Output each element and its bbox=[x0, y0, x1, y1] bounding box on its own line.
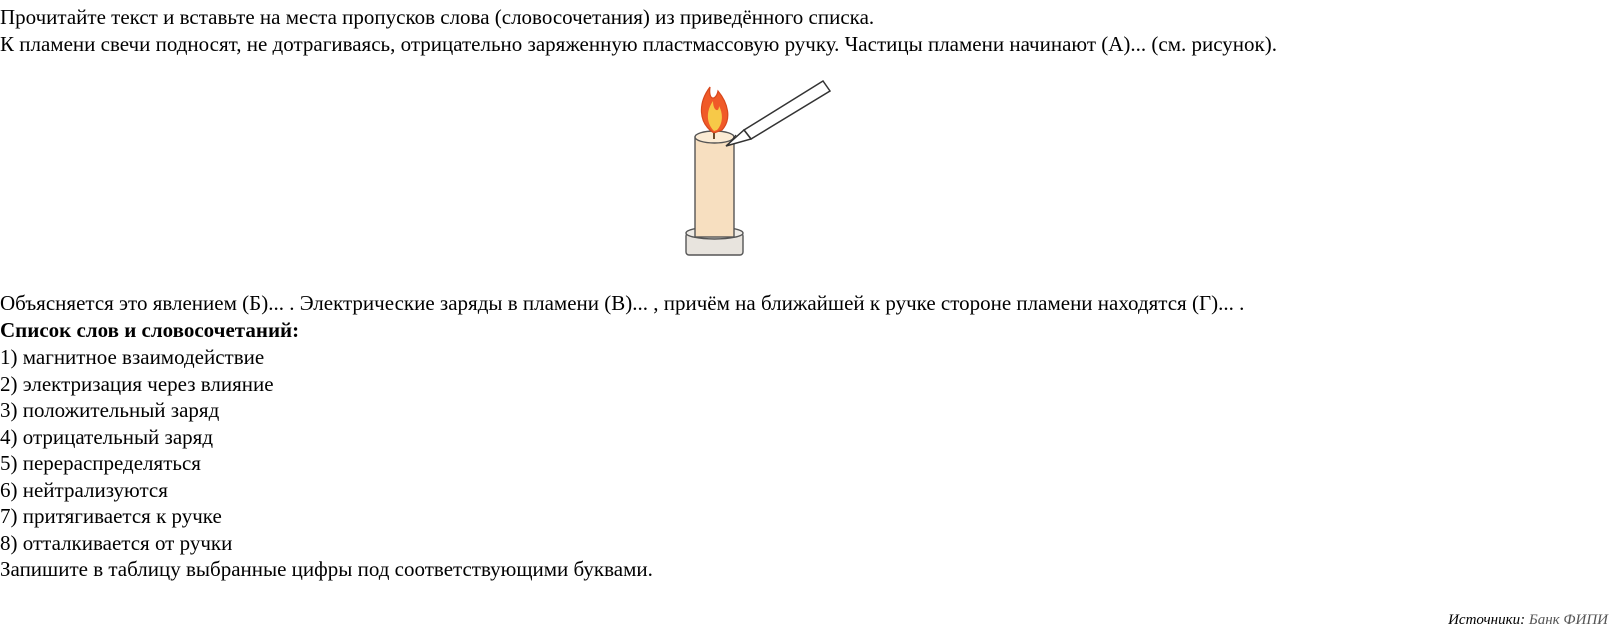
list-item: 1) магнитное взаимодействие bbox=[0, 345, 265, 369]
list-item: 3) положительный заряд bbox=[0, 398, 220, 422]
candle-body-icon bbox=[695, 131, 734, 237]
list-item: 8) отталкивается от ручки bbox=[0, 530, 233, 555]
candle-illustration bbox=[640, 75, 900, 275]
plastic-pen-icon bbox=[726, 81, 830, 146]
list-item: 4) отрицательный заряд bbox=[0, 424, 214, 449]
instruction-text: Прочитайте текст и вставьте на места пропусков слова (словосочетания) из приведённого списка. bbox=[0, 5, 875, 29]
paragraph-two: Объясняется это явлением (Б)... . Электрические заряды в пламени (В)... , причём на ближайшей к ручке стороне пламени находятся (Г)... . bbox=[0, 291, 1245, 315]
flame-icon bbox=[701, 87, 727, 133]
answers-block bbox=[0, 290, 1610, 583]
source-value: Банк ФИПИ bbox=[1528, 612, 1608, 628]
candle-figure bbox=[640, 75, 900, 275]
source-note bbox=[1448, 612, 1608, 629]
closing-text: Запишите в таблицу выбранные цифры под соответствующими буквами. bbox=[0, 557, 653, 581]
list-item: 6) нейтрализуются bbox=[0, 477, 168, 502]
list-item: 7) притягивается к ручке bbox=[0, 504, 222, 528]
list-item: 2) электризация через влияние bbox=[0, 371, 274, 396]
source-label: Источники: bbox=[1448, 612, 1526, 628]
intro-block bbox=[0, 4, 1600, 58]
list-title: Список слов и словосочетаний: bbox=[0, 318, 300, 342]
paragraph-one: К пламени свечи подносят, не дотрагиваясь, отрицательно заряженную пластмассовую ручку. Частицы пламени начинают (А)... (см. рисунок). bbox=[0, 32, 1277, 56]
list-item: 5) перераспределяться bbox=[0, 451, 201, 475]
